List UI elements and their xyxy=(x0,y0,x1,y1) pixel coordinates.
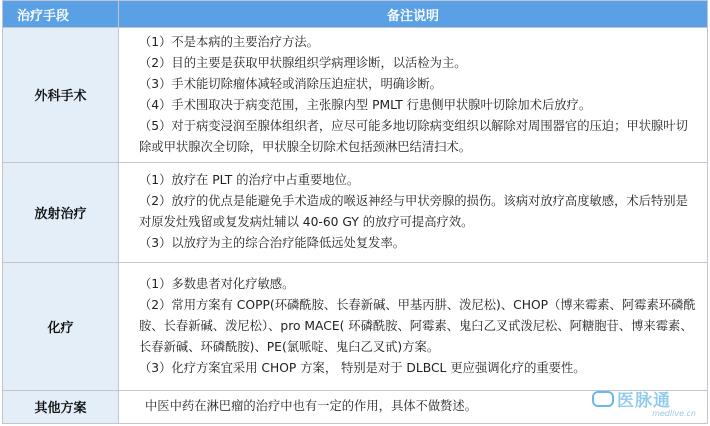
note-line: （3）手术能切除瘤体减轻或消除压迫症状，明确诊断。 xyxy=(139,76,442,91)
treatment-name: 化疗 xyxy=(3,263,119,391)
header-treatment: 治疗手段 xyxy=(3,1,119,28)
note-line: （1）不是本病的主要治疗方法。 xyxy=(139,34,319,49)
note-line: （1）放疗在 PLT 的治疗中占重要地位。 xyxy=(139,173,360,188)
treatment-notes xyxy=(119,162,708,263)
note-line: （2）常用方案有 COPP(环磷酰胺、长春新碱、甲基丙肼、泼尼松)、CHOP（博来霉素、阿霉素环磷酰胺、长春新碱、泼尼松）、pro MACE( 环磷酰胺、阿霉素、鬼臼乙叉甙泼尼松、阿糖胞苷、博来霉素、长春新碱、环磷酰胺)、PE(氯哌啶、鬼臼乙叉甙)方案。 xyxy=(139,297,696,354)
watermark-logo xyxy=(592,386,696,411)
note-line: （2）目的主要是获取甲状腺组织学病理诊断，以活检为主。 xyxy=(139,55,467,70)
logo-icon xyxy=(592,391,614,407)
watermark-url: medlive.cn xyxy=(652,409,696,418)
treatment-name: 其他方案 xyxy=(3,390,119,423)
header-notes: 备注说明 xyxy=(119,1,708,28)
note-line: （3）化疗方案宜采用 CHOP 方案， 特别是对于 DLBCL 更应强调化疗的重要性。 xyxy=(139,360,586,375)
note-line: （5）对于病变浸润至腺体组织者，应尽可能多地切除病变组织以解除对周围器官的压迫；甲状腺叶切除或甲状腺次全切除，甲状腺全切除术包括颈淋巴结清扫术。 xyxy=(139,118,688,154)
table-row-surgery xyxy=(3,28,708,163)
note-line: 中医中药在淋巴瘤的治疗中也有一定的作用，具体不做赘述。 xyxy=(145,399,478,414)
treatment-name: 放射治疗 xyxy=(3,162,119,263)
table-row-radiotherapy xyxy=(3,162,708,263)
table-row-chemotherapy xyxy=(3,263,708,391)
watermark xyxy=(592,386,696,418)
treatment-notes-table xyxy=(2,0,708,424)
treatment-name: 外科手术 xyxy=(3,28,119,163)
treatment-notes xyxy=(119,263,708,391)
note-line: （3）以放疗为主的综合治疗能降低远处复发率。 xyxy=(139,236,406,251)
table-header-row xyxy=(3,1,708,28)
treatment-notes xyxy=(119,28,708,163)
note-line: （2）放疗的优点是能避免手术造成的喉返神经与甲状旁腺的损伤。该病对放疗高度敏感，术后特别是对原发灶残留或复发病灶辅以 40-60 GY 的放疗可提高疗效。 xyxy=(139,194,688,230)
note-line: （4）手术围取决于病变范围，主张腺内型 PMLT 行患侧甲状腺叶切除加术后放疗。 xyxy=(139,97,592,112)
note-line: （1）多数患者对化疗敏感。 xyxy=(139,276,295,291)
watermark-text: 医脉通 xyxy=(617,391,671,411)
